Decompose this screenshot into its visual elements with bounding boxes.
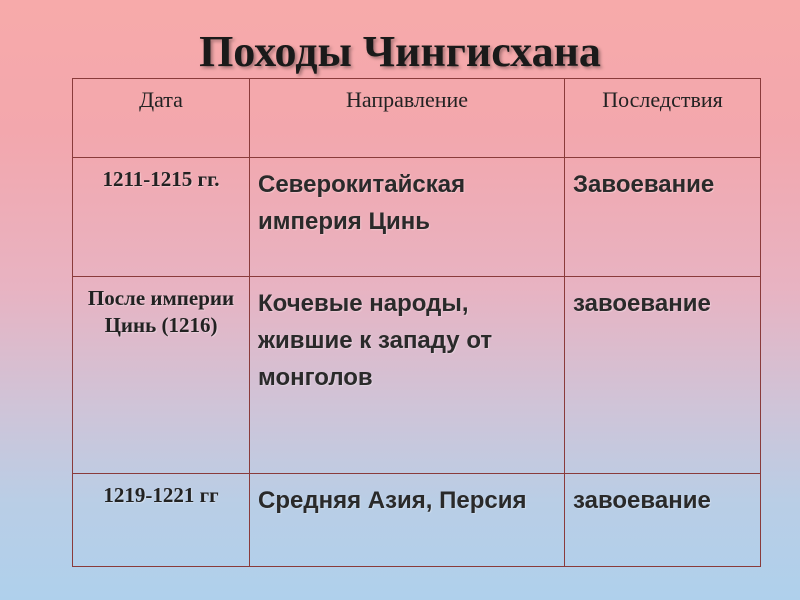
direction-cell: Средняя Азия, Персия — [250, 474, 565, 567]
table-row — [73, 158, 761, 277]
result-cell: завоевание — [565, 277, 761, 474]
direction-cell: Северокитайская империя Цинь — [250, 158, 565, 277]
date-cell: 1219-1221 гг — [73, 474, 250, 567]
header-result: Последствия — [565, 79, 761, 158]
direction-cell: Кочевые народы, жившие к западу от монголов — [250, 277, 565, 474]
header-date: Дата — [73, 79, 250, 158]
header-direction: Направление — [250, 79, 565, 158]
campaigns-table — [72, 78, 761, 567]
result-cell: Завоевание — [565, 158, 761, 277]
result-cell: завоевание — [565, 474, 761, 567]
campaigns-table-container — [72, 78, 760, 566]
table-row — [73, 277, 761, 474]
date-cell: 1211-1215 гг. — [73, 158, 250, 277]
date-cell: После империи Цинь (1216) — [73, 277, 250, 474]
slide-title: Походы Чингисхана — [199, 27, 601, 76]
table-header-row — [73, 79, 761, 158]
table-row — [73, 474, 761, 567]
